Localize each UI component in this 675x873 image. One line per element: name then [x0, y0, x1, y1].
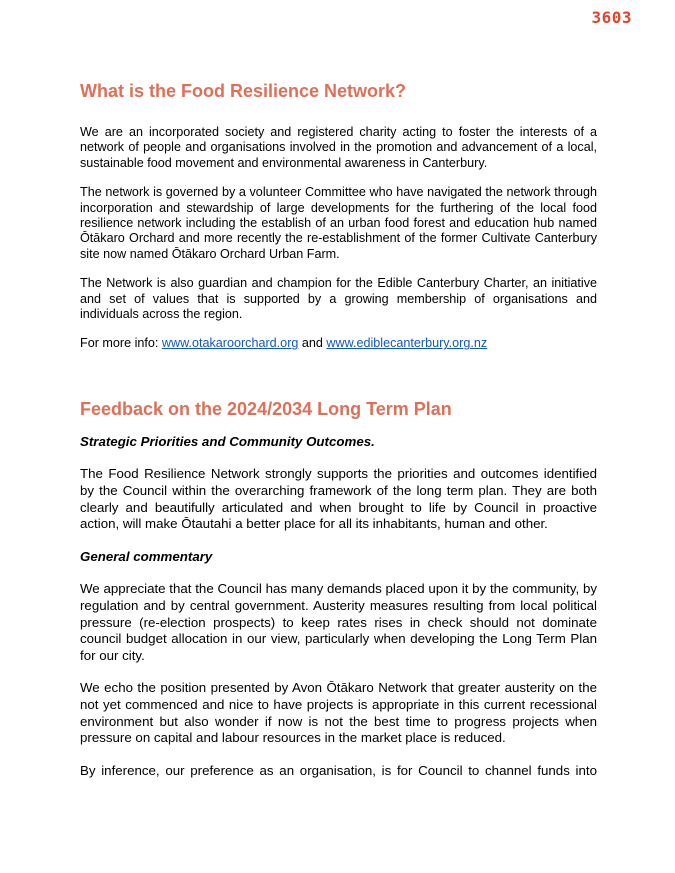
paragraph-avon-otakaro: We echo the position presented by Avon Ōtākaro Network that greater austerity on the not yet commenced and nice to have projects is appropriate in this current recessional environment but also wonder if now is not the best time to progress projects when pressure on capital and labour resources in the market place is reduced.: [80, 680, 597, 746]
more-info-line: [80, 336, 597, 351]
link-edible-canterbury[interactable]: www.ediblecanterbury.org.nz: [326, 336, 488, 351]
link-otakaro-orchard[interactable]: www.otakaroorchard.org: [161, 336, 299, 351]
page-number: 3603: [591, 8, 632, 27]
paragraph-governance: The network is governed by a volunteer Committee who have navigated the network through incorporation and stewardship of large developments for the furthering of the local food resilience network including the establish of an urban food forest and education hub named Ōtākaro Orchard and more recently the re-establishment of the former Cultivate Canterbury site now named Ōtākaro Orchard Urban Farm.: [80, 185, 597, 261]
more-info-and: and: [298, 336, 327, 351]
section-title-ltp-feedback: Feedback on the 2024/2034 Long Term Plan: [80, 398, 452, 419]
more-info-label: For more info:: [80, 336, 162, 351]
paragraph-inference: By inference, our preference as an organisation, is for Council to channel funds into: [80, 762, 597, 778]
paragraph-intro: We are an incorporated society and registered charity acting to foster the interests of a network of people and organisations involved in the promotion and advancement of a local, sustainable food movement and environmental awareness in Canterbury.: [80, 125, 597, 170]
subheading-general-commentary: General commentary: [80, 548, 213, 564]
section-title-food-resilience: What is the Food Resilience Network?: [80, 81, 407, 101]
paragraph-charter: The Network is also guardian and champion for the Edible Canterbury Charter, an initiative and set of values that is supported by a growing membership of organisations and individuals across the region.: [80, 276, 597, 322]
paragraph-austerity: We appreciate that the Council has many demands placed upon it by the community, by regulation and by central government. Austerity measures resulting from local political pressure (re-election prospects) to keep rates rises in check should not dominate council budget allocation in our view, particularly when developing the Long Term Plan for our city.: [80, 581, 597, 663]
subheading-strategic-priorities: Strategic Priorities and Community Outcomes.: [80, 433, 375, 449]
paragraph-support: The Food Resilience Network strongly supports the priorities and outcomes identified by the Council within the overarching framework of the long term plan. They are both clearly and beautifully articulated and when brought to life by Council in proactive action, will make Ōtautahi a better place for all its inhabitants, human and other.: [80, 466, 597, 532]
document-body: [80, 80, 597, 779]
